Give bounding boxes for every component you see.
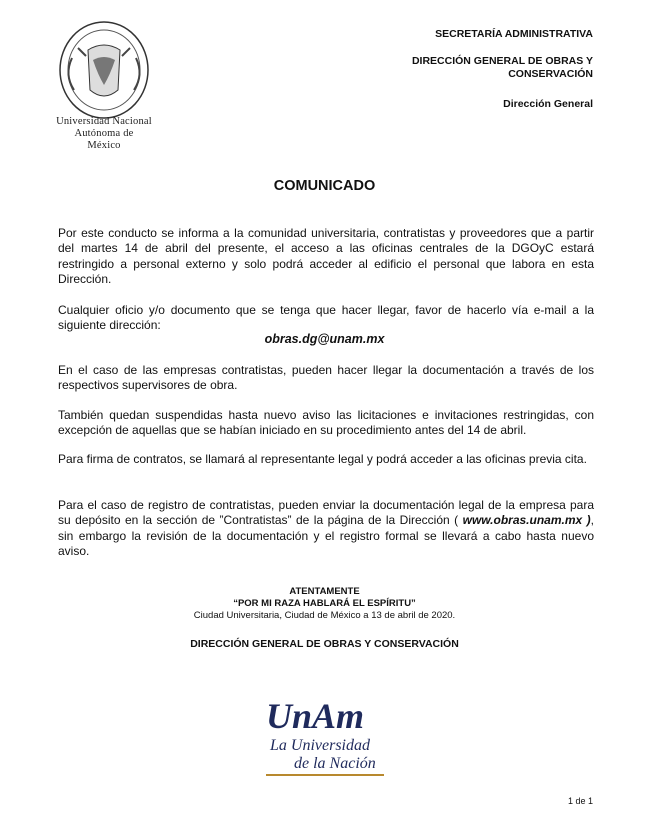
sign-atentamente: ATENTAMENTE	[289, 586, 360, 597]
email-link[interactable]: obras.dg@unam.mx	[264, 332, 385, 346]
page-title: COMUNICADO	[273, 178, 376, 194]
unam-seal-icon	[58, 20, 150, 120]
logo-mark: UnAm	[266, 696, 365, 736]
logo-line-1: La Universidad	[270, 737, 370, 754]
paragraph-2: Cualquier oficio y/o documento que se tenga que hacer llegar, favor de hacerlo vía e-mail a la siguiente dirección:	[58, 303, 594, 333]
seal-caption	[48, 116, 160, 152]
paragraph-6-a: Para el caso de registro de contratistas, pueden enviar la documentación legal de la empresa para su depósito en la sección de ”Contratistas” de la página de la Dirección (	[58, 498, 594, 528]
paragraph-5: Para firma de contratos, se llamará al representante legal y podrá acceder a las oficinas previa cita.	[58, 452, 587, 466]
header-secretaria: SECRETARÍA ADMINISTRATIVA	[435, 28, 593, 40]
logo-line-2: de la Nación	[294, 755, 376, 772]
paragraph-1: Por este conducto se informa a la comunidad universitaria, contratistas y proveedores que a partir del martes 14 de abril del presente, el acceso a las oficinas centrales de la DGOyC estará restringido a personal externo y solo podrá acceder al edificio el personal que labora en esta Dirección.	[58, 226, 594, 287]
seal-line-3: México	[87, 140, 121, 151]
sign-place-date: Ciudad Universitaria, Ciudad de México a 13 de abril de 2020.	[193, 610, 456, 621]
paragraph-4: También quedan suspendidas hasta nuevo aviso las licitaciones e invitaciones restringidas, con excepción de aquellas que se habían iniciado en su procedimiento antes del 14 de abril.	[58, 408, 594, 438]
seal-line-1: Universidad Nacional	[56, 116, 152, 127]
unam-logo-icon	[262, 688, 392, 784]
paragraph-3: En el caso de las empresas contratistas, pueden hacer llegar la documentación a través de los respectivos supervisores de obra.	[58, 363, 594, 393]
header-sub: Dirección General	[503, 98, 593, 110]
signature-block	[0, 586, 649, 622]
website-link[interactable]: www.obras.unam.mx )	[462, 513, 591, 528]
sign-lema: “POR MI RAZA HABLARÁ EL ESPÍRITU”	[233, 598, 416, 609]
sign-organization: DIRECCIÓN GENERAL DE OBRAS Y CONSERVACIÓN	[190, 638, 459, 650]
page-number: 1 de 1	[567, 796, 593, 806]
paragraph-6	[58, 498, 594, 560]
paragraph-6-b: , sin embargo la revisión de la documentación y el registro formal se llevará a cabo hasta nuevo aviso.	[58, 513, 594, 559]
seal-line-2: Autónoma de	[74, 128, 134, 139]
header-direccion: DIRECCIÓN GENERAL DE OBRAS Y CONSERVACIÓN	[411, 55, 593, 80]
